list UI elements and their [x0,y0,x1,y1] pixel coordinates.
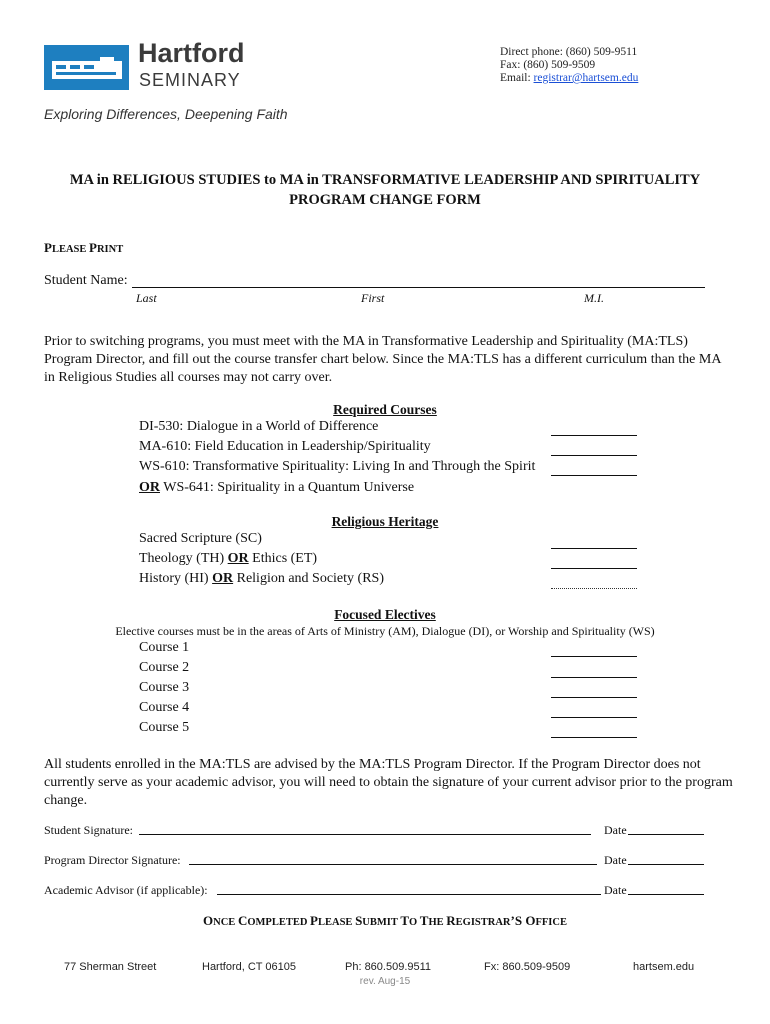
revision-note: rev. Aug-15 [359,976,411,987]
focused-electives-heading: Focused Electives [334,607,436,622]
required-courses-heading: Required Courses [333,402,437,417]
elective-course-5-field[interactable] [551,737,637,738]
required-course-1-field[interactable] [551,435,637,436]
elective-course-4: Course 4 [139,700,190,715]
middle-initial-caption: M.I. [584,291,604,305]
required-course-3: WS-610: Transformative Spirituality: Living In and Through the Spirit [139,459,536,474]
footer-city: Hartford, CT 06105 [202,961,296,973]
required-course-4: OR WS-641: Spirituality in a Quantum Universe [139,480,415,495]
advisor-paragraph: All students enrolled in the MA:TLS are advised by the MA:TLS Program Director. If the Program Director does not currently serve as your academic advisor, you will need to obtain the signature of your current advisor prior to the program change. [44,757,733,808]
heritage-course-2-field[interactable] [551,568,637,569]
logo-name: Hartford [138,38,245,68]
heritage-course-3-field[interactable] [551,588,637,589]
contact-email-link[interactable]: registrar@hartsem.edu [533,72,639,84]
seminary-logo-mark [44,45,129,90]
director-date-label: Date [604,853,627,867]
contact-fax: Fax: (860) 509-9509 [500,59,596,71]
footer-website[interactable]: hartsem.edu [633,961,695,973]
logo-subtitle: SEMINARY [139,70,241,90]
form-title-line1: MA in RELIGIOUS STUDIES to MA in TRANSFORMATIVE LEADERSHIP AND SPIRITUALITY [69,172,701,188]
contact-email-row [500,72,638,85]
advisor-date-field[interactable] [628,894,704,895]
contact-email-label: Email: [500,72,534,84]
tagline: Exploring Differences, Deepening Faith [44,106,288,122]
director-date-field[interactable] [628,864,704,865]
elective-course-3: Course 3 [139,680,190,695]
last-name-caption: Last [136,291,157,305]
elective-course-4-field[interactable] [551,717,637,718]
elective-course-1: Course 1 [139,640,190,655]
student-signature-field[interactable] [139,834,591,835]
elective-course-1-field[interactable] [551,656,637,657]
contact-block [500,46,638,85]
submit-instruction: ONCE COMPLETED PLEASE SUBMIT TO THE REGISTRAR’S OFFICE [203,913,567,928]
elective-course-2-field[interactable] [551,677,637,678]
heritage-course-3: History (HI) OR Religion and Society (RS) [139,571,384,586]
director-signature-label: Program Director Signature: [44,853,181,867]
advisor-signature-label: Academic Advisor (if applicable): [44,883,208,897]
first-name-caption: First [361,291,385,305]
heritage-course-1: Sacred Scripture (SC) [139,531,262,546]
student-date-field[interactable] [628,834,704,835]
student-name-label: Student Name: [44,273,128,288]
footer-street: 77 Sherman Street [64,961,157,973]
contact-phone: Direct phone: (860) 509-9511 [500,46,638,58]
required-course-2: MA-610: Field Education in Leadership/Spirituality [139,439,431,454]
heritage-course-2: Theology (TH) OR Ethics (ET) [139,551,318,566]
heritage-course-1-field[interactable] [551,548,637,549]
elective-course-2: Course 2 [139,660,190,675]
elective-course-3-field[interactable] [551,697,637,698]
form-title-line2: PROGRAM CHANGE FORM [289,192,481,208]
footer-fax: Fx: 860.509-9509 [484,961,571,973]
student-name-field[interactable] [132,287,705,288]
footer-phone: Ph: 860.509.9511 [345,961,432,973]
form-title [0,170,770,210]
student-signature-label: Student Signature: [44,823,133,837]
religious-heritage-heading: Religious Heritage [331,514,439,529]
student-date-label: Date [604,823,627,837]
elective-course-5: Course 5 [139,720,190,735]
required-course-3-field[interactable] [551,475,637,476]
advisor-date-label: Date [604,883,627,897]
advisor-signature-field[interactable] [217,894,601,895]
please-print-heading: PLEASE PRINT [44,240,124,255]
required-course-1: DI-530: Dialogue in a World of Difference [139,419,379,434]
required-course-2-field[interactable] [551,455,637,456]
building-icon [44,45,129,90]
electives-note: Elective courses must be in the areas of Arts of Ministry (AM), Dialogue (DI), or Worship and Spirituality (WS) [115,624,655,638]
director-signature-field[interactable] [189,864,597,865]
intro-paragraph: Prior to switching programs, you must meet with the MA in Transformative Leadership and Spirituality (MA:TLS) Program Director, and fill out the course transfer chart below. Since the MA:TLS has a different curriculum than the MA in Religious Studies all courses may not carry over. [44,334,721,385]
